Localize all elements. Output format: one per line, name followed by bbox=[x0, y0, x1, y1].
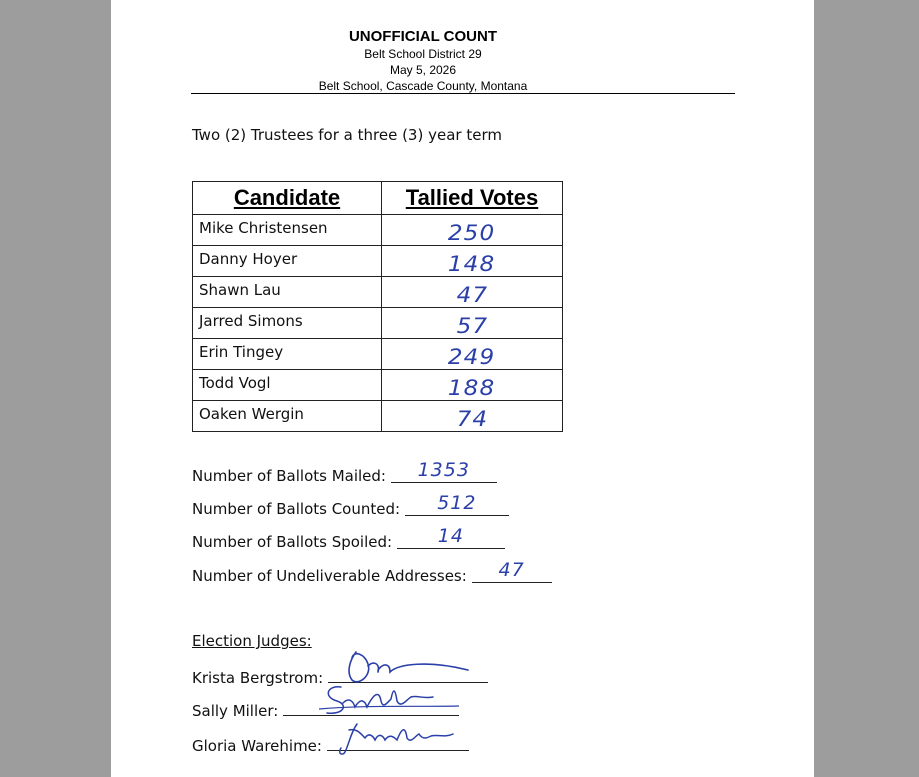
handwritten-signature bbox=[283, 679, 459, 719]
handwritten-vote-count: 148 bbox=[448, 252, 496, 276]
header-rule bbox=[191, 93, 735, 94]
judge-line bbox=[192, 732, 469, 755]
table-row bbox=[193, 339, 563, 370]
ballots-spoiled-value: 14 bbox=[437, 525, 464, 547]
date-line: May 5, 2026 bbox=[389, 63, 457, 77]
ballots-mailed-line bbox=[192, 459, 497, 485]
handwritten-vote-count: 47 bbox=[456, 283, 488, 307]
votes-column-header: Tallied Votes bbox=[382, 182, 563, 215]
table-row bbox=[193, 215, 563, 246]
document-page bbox=[111, 0, 814, 777]
district-line: Belt School District 29 bbox=[364, 47, 482, 61]
undeliverable-line bbox=[192, 559, 552, 585]
location-line: Belt School, Cascade County, Montana bbox=[318, 79, 528, 93]
handwritten-vote-count: 249 bbox=[448, 345, 496, 369]
handwritten-vote-count: 188 bbox=[448, 376, 496, 400]
election-judges-title: Election Judges: bbox=[192, 632, 312, 650]
undeliverable-label: Number of Undeliverable Addresses: bbox=[192, 567, 467, 585]
ballots-spoiled-label: Number of Ballots Spoiled: bbox=[192, 533, 393, 551]
table-header-row bbox=[193, 182, 563, 215]
table-row bbox=[193, 308, 563, 339]
candidate-name: Todd Vogl bbox=[199, 374, 271, 392]
signature-line bbox=[327, 732, 469, 751]
judge-name: Gloria Warehime: bbox=[192, 737, 322, 755]
candidate-name: Jarred Simons bbox=[199, 312, 303, 330]
candidate-name: Shawn Lau bbox=[199, 281, 281, 299]
ballots-mailed-value: 1353 bbox=[417, 459, 470, 481]
race-heading: Two (2) Trustees for a three (3) year term bbox=[192, 126, 502, 144]
tally-table bbox=[192, 181, 563, 432]
table-row bbox=[193, 370, 563, 401]
handwritten-vote-count: 74 bbox=[456, 407, 488, 431]
handwritten-vote-count: 250 bbox=[448, 221, 496, 245]
ballots-counted-label: Number of Ballots Counted: bbox=[192, 500, 401, 518]
candidate-name: Erin Tingey bbox=[199, 343, 284, 361]
table-row bbox=[193, 401, 563, 432]
ballots-counted-value: 512 bbox=[437, 492, 477, 514]
table-row bbox=[193, 246, 563, 277]
table-row bbox=[193, 277, 563, 308]
judge-name: Krista Bergstrom: bbox=[192, 669, 324, 687]
candidate-column-header: Candidate bbox=[193, 182, 382, 215]
undeliverable-value: 47 bbox=[498, 559, 525, 581]
document-title: UNOFFICIAL COUNT bbox=[348, 28, 498, 45]
candidate-name: Mike Christensen bbox=[199, 219, 328, 237]
handwritten-vote-count: 57 bbox=[456, 314, 488, 338]
candidate-name: Danny Hoyer bbox=[199, 250, 298, 268]
ballots-spoiled-line bbox=[192, 525, 505, 551]
ballots-counted-line bbox=[192, 492, 509, 518]
ballots-mailed-label: Number of Ballots Mailed: bbox=[192, 467, 386, 485]
judge-name: Sally Miller: bbox=[192, 702, 279, 720]
handwritten-signature bbox=[327, 714, 469, 758]
candidate-name: Oaken Wergin bbox=[199, 405, 304, 423]
